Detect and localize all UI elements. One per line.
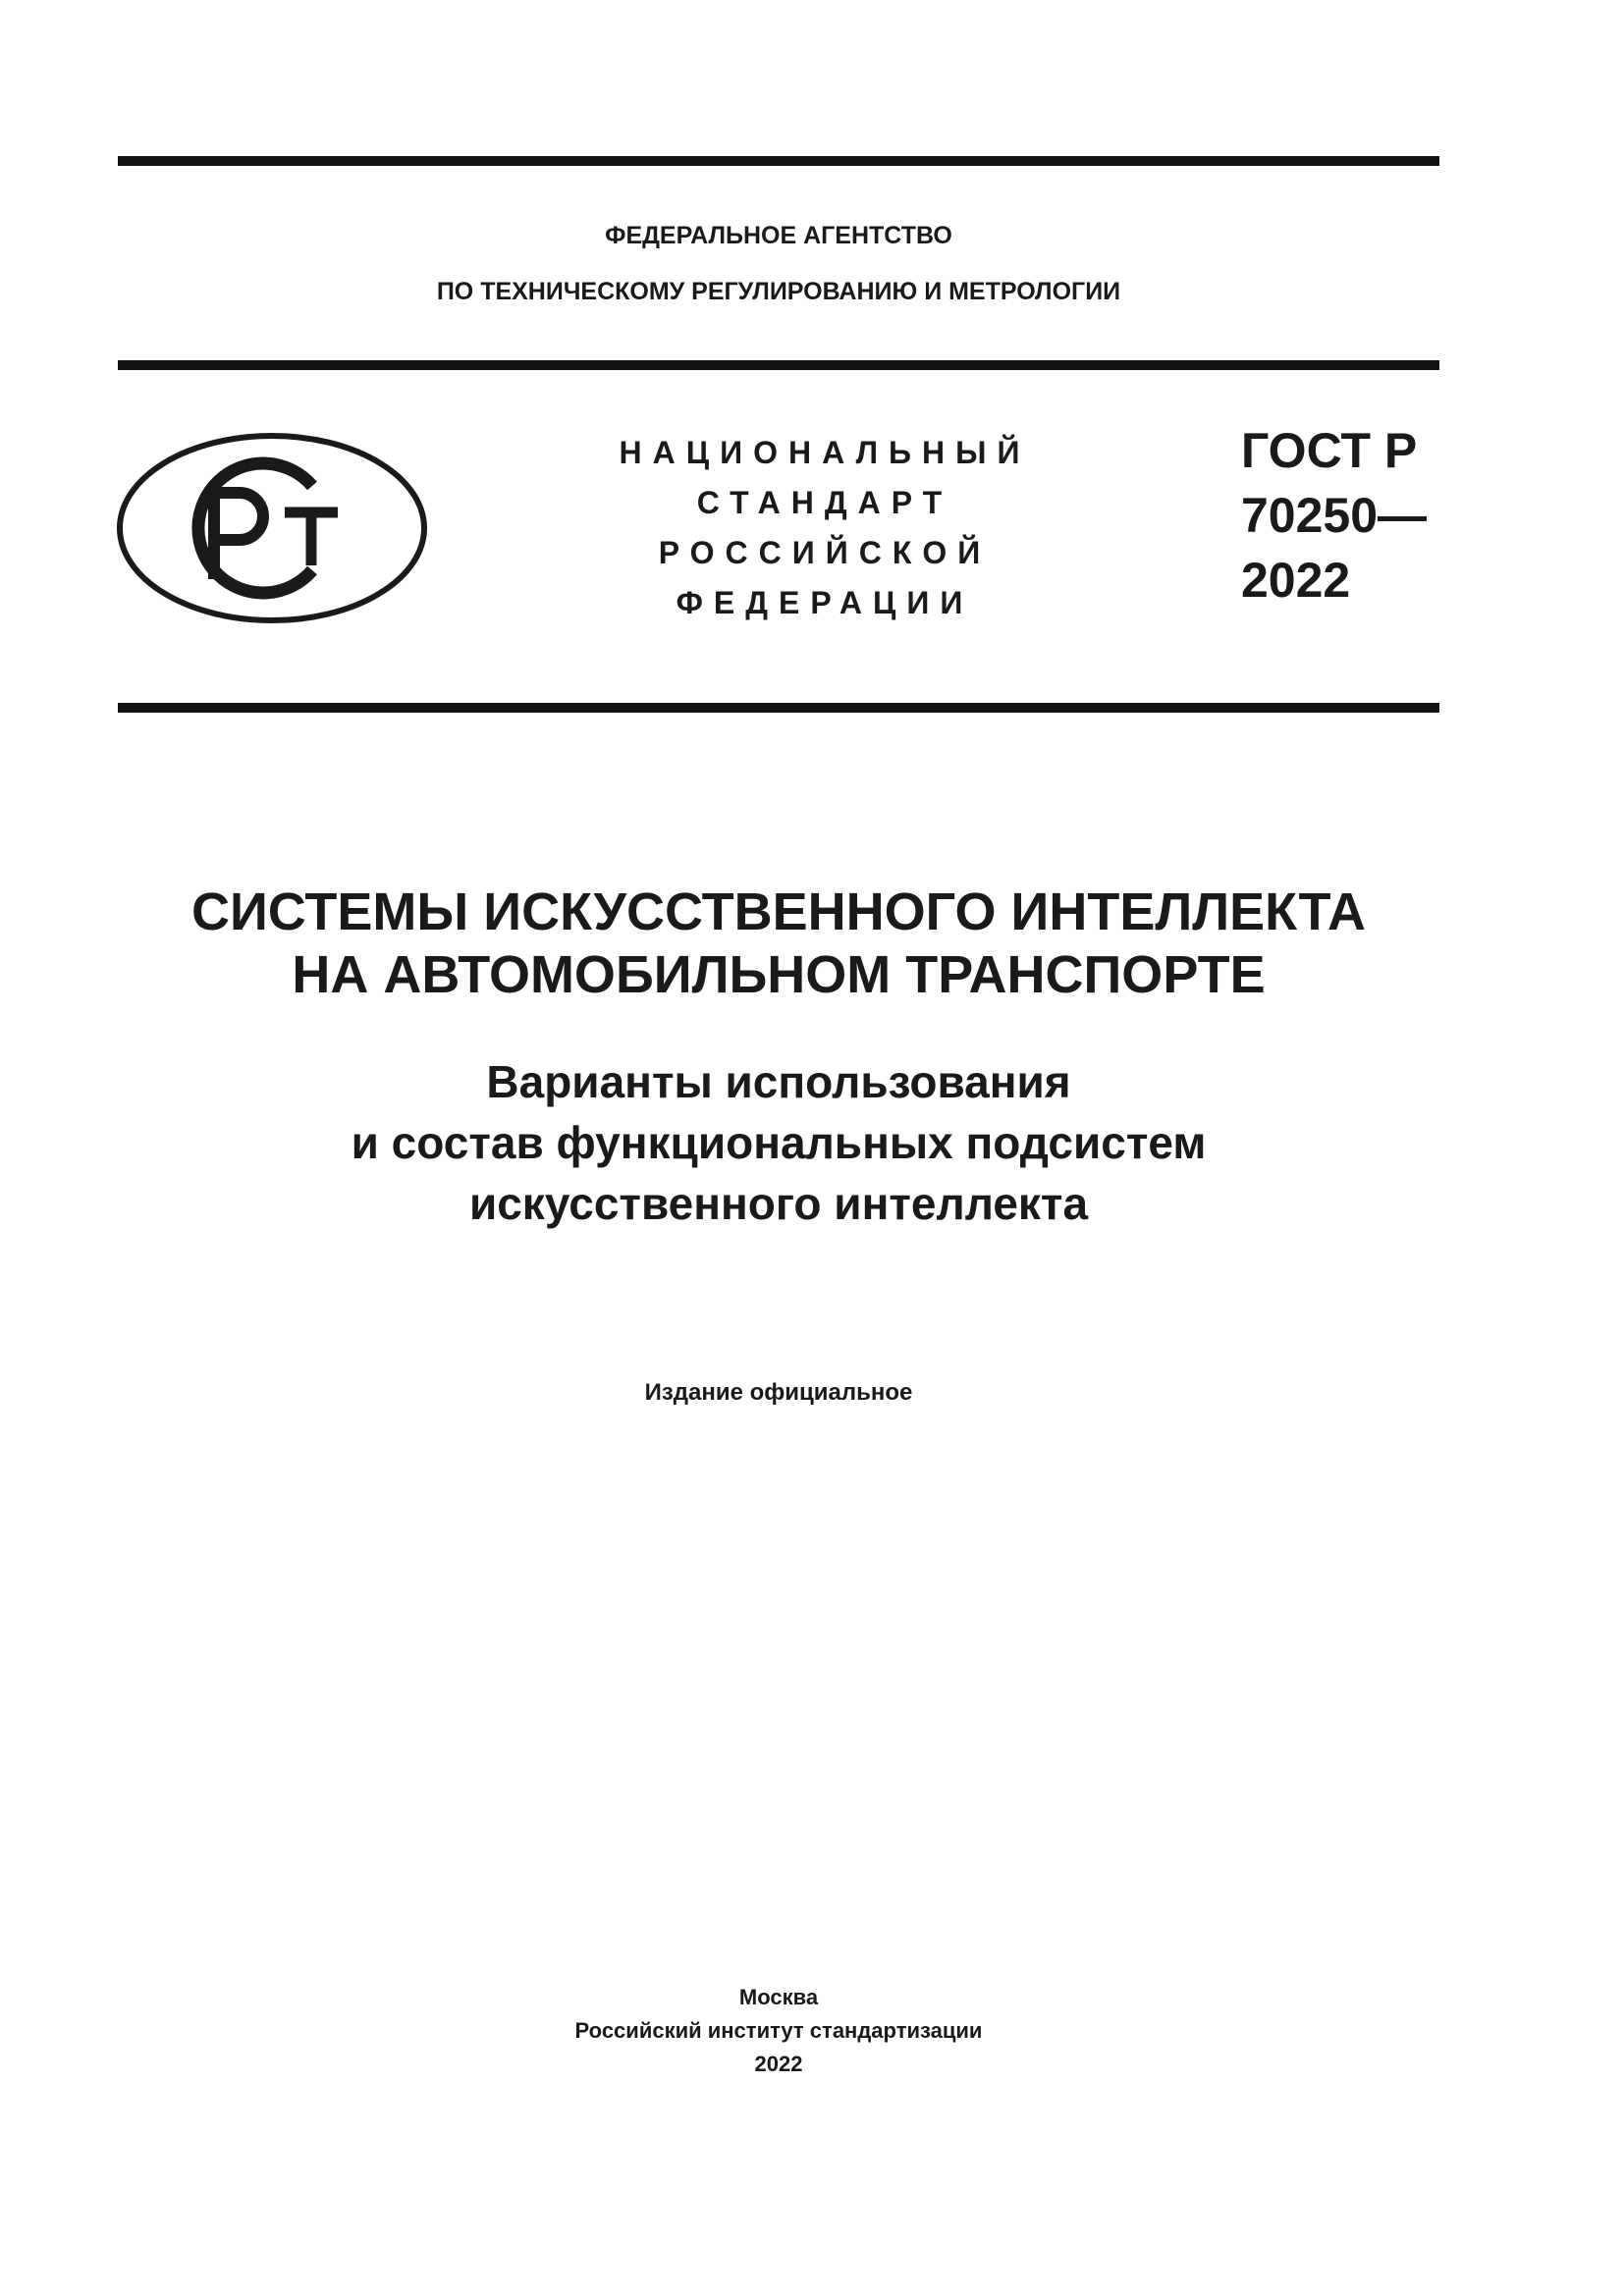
subtitle-line-2: и состав функциональных подсистем — [351, 1117, 1207, 1168]
designation-line-2: 70250— — [1241, 488, 1428, 543]
edition-label: Издание официальное — [644, 1379, 913, 1406]
subtitle-line-3: искусственного интеллекта — [468, 1178, 1089, 1229]
header-divider-rule — [118, 360, 1439, 370]
imprint-year: 2022 — [754, 2052, 803, 2076]
publisher-imprint — [118, 1981, 1439, 2081]
imprint-publisher: Российский институт стандартизации — [574, 2018, 983, 2043]
document-subtitle — [118, 1051, 1439, 1234]
title-divider-rule — [118, 703, 1439, 713]
designation-line-1: ГОСТ Р — [1241, 423, 1418, 478]
document-title — [118, 881, 1439, 1006]
standard-type-line-3: РОССИЙСКОЙ — [658, 535, 992, 570]
title-line-2: НА АВТОМОБИЛЬНОМ ТРАНСПОРТЕ — [292, 945, 1266, 1004]
standard-type — [550, 428, 1100, 628]
standard-type-line-1: НАЦИОНАЛЬНЫЙ — [619, 435, 1031, 470]
designation-line-3: 2022 — [1241, 553, 1351, 608]
standard-type-line-4: ФЕДЕРАЦИИ — [676, 585, 974, 620]
agency-name — [118, 208, 1439, 320]
title-line-1: СИСТЕМЫ ИСКУССТВЕННОГО ИНТЕЛЛЕКТА — [190, 882, 1367, 941]
subtitle-line-1: Варианты использования — [486, 1056, 1071, 1107]
imprint-city: Москва — [738, 1985, 819, 2009]
rst-certification-mark-icon — [116, 432, 428, 624]
agency-line-2: ПО ТЕХНИЧЕСКОМУ РЕГУЛИРОВАНИЮ И МЕТРОЛОГИИ — [436, 278, 1121, 305]
agency-line-1: ФЕДЕРАЛЬНОЕ АГЕНТСТВО — [605, 222, 952, 249]
top-rule — [118, 156, 1439, 166]
standard-designation — [1241, 418, 1427, 613]
standard-type-line-2: СТАНДАРТ — [696, 485, 953, 520]
